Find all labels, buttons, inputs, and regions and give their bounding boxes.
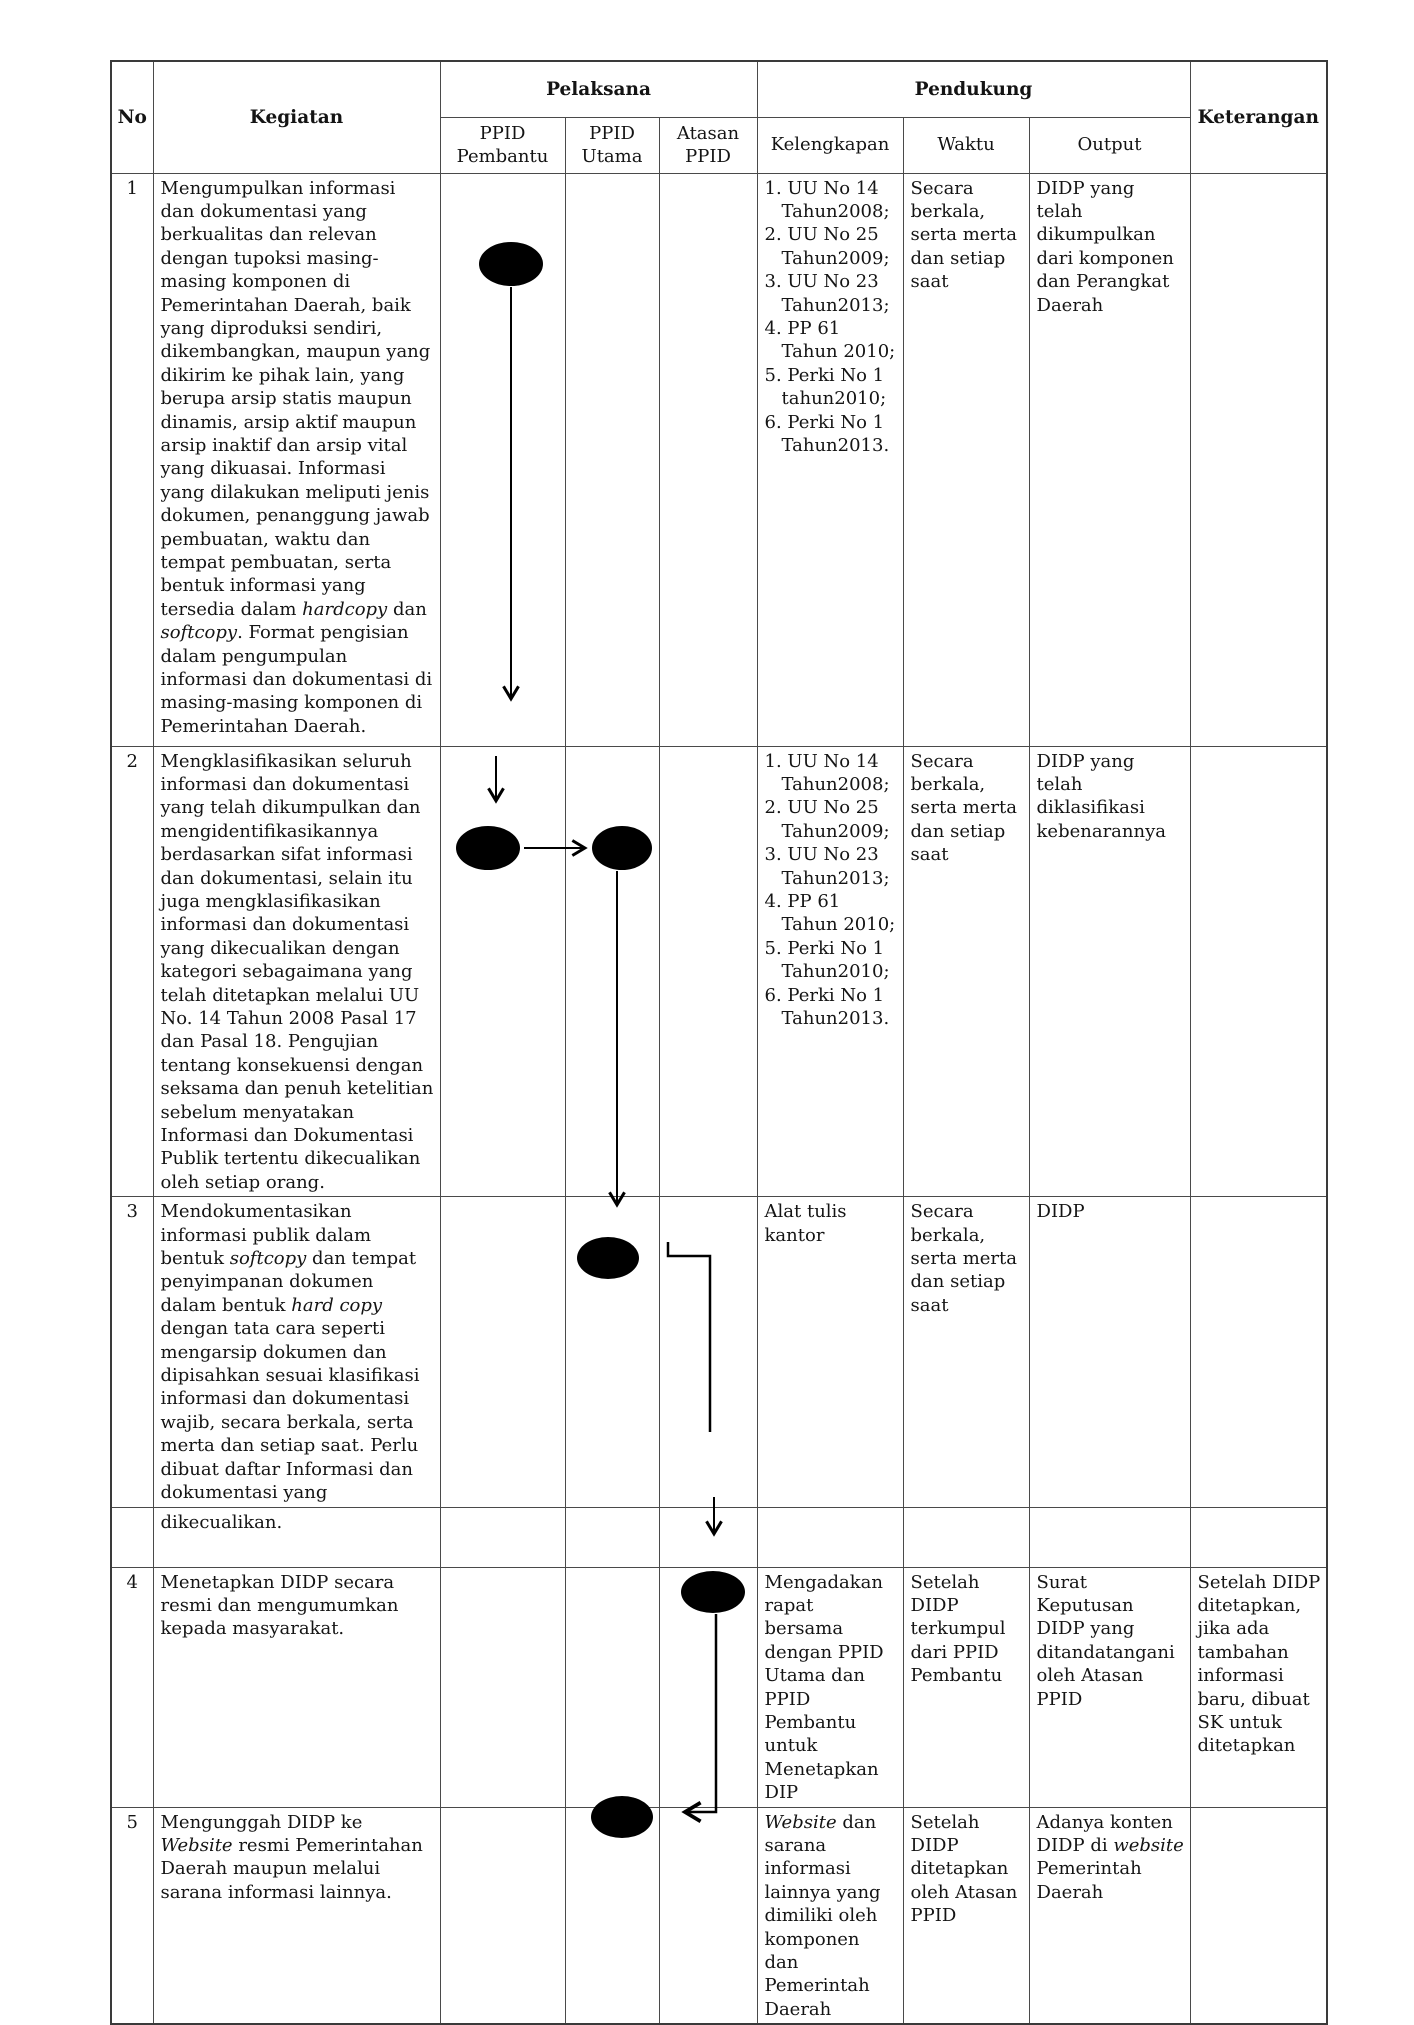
list-item: 5. Perki No 1 Tahun2010; — [764, 937, 890, 983]
row3-waktu: Secara berkala, serta merta dan setiap saat — [903, 1197, 1029, 1507]
row3b-no — [111, 1507, 153, 1567]
row2-waktu: Secara berkala, serta merta dan setiap saat — [903, 746, 1029, 1197]
row4-flow-ppid-utama — [565, 1567, 659, 1807]
table-row-4 — [111, 1567, 1327, 1807]
table-row-3 — [111, 1197, 1327, 1507]
row1-waktu: Secara berkala, serta merta dan setiap saat — [903, 173, 1029, 746]
list-item: 3. UU No 23 Tahun2013; — [764, 844, 890, 889]
list-item: 2. UU No 25 Tahun2009; — [764, 797, 890, 842]
list-item: 1. UU No 14 Tahun2008; — [764, 177, 890, 222]
row3-output: DIDP — [1029, 1197, 1190, 1507]
list-item: 1. UU No 14 Tahun2008; — [764, 750, 890, 795]
row1-flow-ppid-pembantu — [440, 173, 565, 746]
col-header-waktu: Waktu — [903, 117, 1029, 173]
row2-output: DIDP yang telah diklasifikasi kebenarannya — [1029, 746, 1190, 1197]
row3b-output — [1029, 1507, 1190, 1567]
row3b-kegiatan: dikecualikan. — [153, 1507, 440, 1567]
list-item: 3. UU No 23 Tahun2013; — [764, 271, 890, 316]
table-row-3b — [111, 1507, 1327, 1567]
row4-waktu: Setelah DIDP terkumpul dari PPID Pembantu — [903, 1567, 1029, 1807]
row4-kegiatan: Menetapkan DIDP secara resmi dan mengumumkan kepada masyarakat. — [153, 1567, 440, 1807]
row3b-kelengkapan — [757, 1507, 903, 1567]
row3b-flow-atasan-ppid — [659, 1507, 757, 1567]
row5-flow-ppid-pembantu — [440, 1807, 565, 2024]
row3b-flow-ppid-utama — [565, 1507, 659, 1567]
row5-keterangan — [1190, 1807, 1327, 2024]
row3-kegiatan: Mendokumentasikan informasi publik dalam bentuk softcopy dan tempat penyimpanan dokumen dalam bentuk hard copy dengan tata cara seperti mengarsip dokumen dan dipisahkan sesuai klasifikasi informasi dan dokumentasi wajib, secara berkala, serta merta dan setiap saat. Perlu dibuat daftar Informasi dan dokumentasi yang — [153, 1197, 440, 1507]
col-header-output: Output — [1029, 117, 1190, 173]
row4-flow-atasan-ppid — [659, 1567, 757, 1807]
row1-keterangan — [1190, 173, 1327, 746]
row3b-flow-ppid-pembantu — [440, 1507, 565, 1567]
row3-flow-atasan-ppid — [659, 1197, 757, 1507]
col-header-no: No — [111, 61, 153, 173]
row1-kegiatan: Mengumpulkan informasi dan dokumentasi yang berkualitas dan relevan dengan tupoksi masing-masing komponen di Pemerintahan Daerah, baik yang diproduksi sendiri, dikembangkan, maupun yang dikirim ke pihak lain, yang berupa arsip statis maupun dinamis, arsip aktif maupun arsip inaktif dan arsip vital yang dikuasai. Informasi yang dilakukan meliputi jenis dokumen, penanggung jawab pembuatan, waktu dan tempat pembuatan, serta bentuk informasi yang tersedia dalam hardcopy dan softcopy. Format pengisian dalam pengumpulan informasi dan dokumentasi di masing-masing komponen di Pemerintahan Daerah. — [153, 173, 440, 746]
row5-output: Adanya konten DIDP di website Pemerintah Daerah — [1029, 1807, 1190, 2024]
sop-flowchart-table — [110, 60, 1328, 2025]
row1-output: DIDP yang telah dikumpulkan dari komponen dan Perangkat Daerah — [1029, 173, 1190, 746]
row1-kelengkapan — [757, 173, 903, 746]
list-item: 2. UU No 25 Tahun2009; — [764, 224, 890, 269]
row5-waktu: Setelah DIDP ditetapkan oleh Atasan PPID — [903, 1807, 1029, 2024]
col-header-atasan-ppid: Atasan PPID — [659, 117, 757, 173]
row2-flow-atasan-ppid — [659, 746, 757, 1197]
row1-flow-atasan-ppid — [659, 173, 757, 746]
table-row-2 — [111, 746, 1327, 1197]
row5-kelengkapan: Website dan sarana informasi lainnya yang dimiliki oleh komponen dan Pemerintah Daerah — [757, 1807, 903, 2024]
row4-output: Surat Keputusan DIDP yang ditandatangani oleh Atasan PPID — [1029, 1567, 1190, 1807]
row1-no: 1 — [111, 173, 153, 746]
row2-kelengkapan — [757, 746, 903, 1197]
row1-flow-ppid-utama — [565, 173, 659, 746]
row3-keterangan — [1190, 1197, 1327, 1507]
list-item: 5. Perki No 1 tahun2010; — [764, 364, 887, 410]
list-item: 6. Perki No 1 Tahun2013. — [764, 984, 890, 1029]
row4-flow-ppid-pembantu — [440, 1567, 565, 1807]
row4-kelengkapan: Mengadakan rapat bersama dengan PPID Utama dan PPID Pembantu untuk Menetapkan DIP — [757, 1567, 903, 1807]
row3-flow-ppid-pembantu — [440, 1197, 565, 1507]
row2-keterangan — [1190, 746, 1327, 1197]
table-row-5 — [111, 1807, 1327, 2024]
row2-flow-ppid-pembantu — [440, 746, 565, 1197]
row4-keterangan: Setelah DIDP ditetapkan, jika ada tambahan informasi baru, dibuat SK untuk ditetapkan — [1190, 1567, 1327, 1807]
list-item: 6. Perki No 1 Tahun2013. — [764, 411, 890, 456]
col-header-ppid-utama: PPID Utama — [565, 117, 659, 173]
row2-kegiatan: Mengklasifikasikan seluruh informasi dan dokumentasi yang telah dikumpulkan dan mengidentifikasikannya berdasarkan sifat informasi dan dokumentasi, selain itu juga mengklasifikasikan informasi dan dokumentasi yang dikecualikan dengan kategori sebagaimana yang telah ditetapkan melalui UU No. 14 Tahun 2008 Pasal 17 dan Pasal 18. Pengujian tentang konsekuensi dengan seksama dan penuh ketelitian sebelum menyatakan Informasi dan Dokumentasi Publik tertentu dikecualikan oleh setiap orang. — [153, 746, 440, 1197]
row2-no: 2 — [111, 746, 153, 1197]
col-header-kegiatan: Kegiatan — [153, 61, 440, 173]
row3b-keterangan — [1190, 1507, 1327, 1567]
row5-no: 5 — [111, 1807, 153, 2024]
list-item: 4. PP 61 Tahun 2010; — [764, 890, 896, 936]
col-header-pendukung: Pendukung — [757, 61, 1190, 117]
col-header-ppid-pembantu: PPID Pembantu — [440, 117, 565, 173]
row3-kelengkapan: Alat tulis kantor — [757, 1197, 903, 1507]
row3-no: 3 — [111, 1197, 153, 1507]
col-header-pelaksana: Pelaksana — [440, 61, 757, 117]
row2-flow-ppid-utama — [565, 746, 659, 1197]
col-header-keterangan: Keterangan — [1190, 61, 1327, 173]
row5-flow-ppid-utama — [565, 1807, 659, 2024]
row4-no: 4 — [111, 1567, 153, 1807]
row3-flow-ppid-utama — [565, 1197, 659, 1507]
col-header-kelengkapan: Kelengkapan — [757, 117, 903, 173]
row3b-waktu — [903, 1507, 1029, 1567]
list-item: 4. PP 61 Tahun 2010; — [764, 317, 896, 363]
table-row-1 — [111, 173, 1327, 746]
row5-flow-atasan-ppid — [659, 1807, 757, 2024]
row5-kegiatan: Mengunggah DIDP ke Website resmi Pemerintahan Daerah maupun melalui sarana informasi lainnya. — [153, 1807, 440, 2024]
